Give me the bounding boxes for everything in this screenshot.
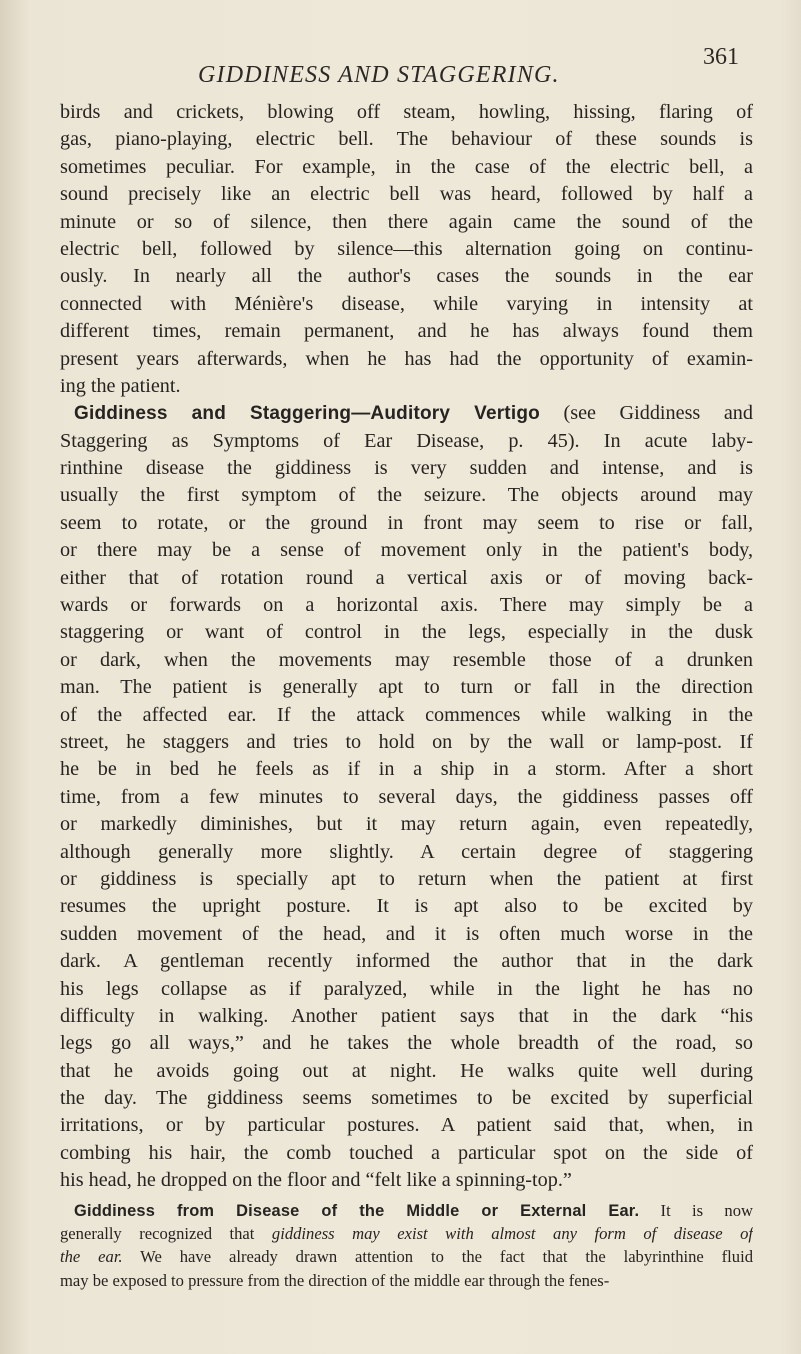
text-line: or giddiness is specially apt to return when the patient at first (60, 867, 753, 890)
text-line: usually the first symptom of the seizure. The objects around may (60, 484, 753, 507)
text-line: combing his hair, the comb touched a particular spot on the side of (60, 1141, 753, 1164)
section-heading: Giddiness from Disease of the Middle or External Ear. (74, 1201, 640, 1220)
text-line: rinthine disease the giddiness is very sudden and intense, and is (60, 457, 753, 480)
text-line: seem to rotate, or the ground in front may seem to rise or fall, (60, 511, 753, 534)
text-line: dark. A gentleman recently informed the author that in the dark (60, 950, 753, 973)
heading-tail-text: It is now (639, 1200, 753, 1220)
text-line (60, 1222, 753, 1245)
section-heading-line (60, 400, 753, 427)
paragraph-1 (60, 99, 753, 400)
heading-tail-text: (see Giddiness and (539, 402, 753, 425)
text-line: may be exposed to pressure from the direction of the middle ear through the fenes- (60, 1270, 610, 1290)
line-text: We have already drawn attention to the fact that the labyrinthine fluid (122, 1247, 753, 1267)
text-line: or dark, when the movements may resemble those of a drunken (60, 648, 753, 671)
line-text: generally recognized that (60, 1224, 272, 1244)
text-line: sudden movement of the head, and it is often much worse in the (60, 922, 753, 945)
text-line: resumes the upright posture. It is apt also to be excited by (60, 895, 753, 918)
text-line: minute or so of silence, then there again came the sound of the (60, 210, 753, 233)
text-line: legs go all ways,” and he takes the whole breadth of the road, so (60, 1032, 753, 1055)
section-heading: Giddiness and Staggering—Auditory Vertigo (74, 403, 540, 425)
text-line: street, he staggers and tries to hold on by the wall or lamp-post. If (60, 730, 753, 753)
text-line: either that of rotation round a vertical axis or of moving back- (60, 566, 753, 589)
text-line: sound precisely like an electric bell was heard, followed by half a (60, 183, 753, 206)
text-line: of the affected ear. If the attack commences while walking in the (60, 703, 753, 726)
text-line: ing the patient. (60, 374, 181, 397)
text-line: electric bell, followed by silence—this alternation going on continu- (60, 237, 753, 260)
text-line: staggering or want of control in the legs, especially in the dusk (60, 621, 753, 644)
emphasis-text: giddiness may exist with almost any form of disease of (271, 1224, 753, 1244)
text-line (60, 1245, 753, 1268)
text-line: birds and crickets, blowing off steam, howling, hissing, flaring of (60, 101, 753, 123)
text-line: sometimes peculiar. For example, in the case of the electric bell, a (60, 155, 753, 178)
text-line: gas, piano-playing, electric bell. The behaviour of these sounds is (60, 128, 753, 151)
text-line: present years afterwards, when he has had the opportunity of examin- (60, 347, 753, 370)
text-line: although generally more slightly. A certain degree of staggering (60, 840, 753, 863)
text-line: or markedly diminishes, but it may return again, even repeatedly, (60, 813, 753, 836)
text-line: time, from a few minutes to several days, the giddiness passes off (60, 785, 753, 808)
section-auditory-vertigo (60, 400, 753, 1194)
text-line: connected with Ménière's disease, while varying in intensity at (60, 292, 753, 315)
emphasis-text: the ear. (60, 1247, 123, 1267)
text-line: his legs collapse as if paralyzed, while in the light he has no (60, 977, 753, 1000)
text-line: the day. The giddiness seems sometimes to be excited by superficial (60, 1087, 753, 1110)
running-title: GIDDINESS AND STAGGERING. (198, 62, 560, 88)
section-middle-ear (60, 1199, 753, 1293)
text-line: or there may be a sense of movement only in the patient's body, (60, 539, 753, 562)
page-number: 361 (703, 44, 739, 70)
text-line: Staggering as Symptoms of Ear Disease, p. 45). In acute laby- (60, 429, 753, 452)
text-line: different times, remain permanent, and he has always found them (60, 320, 753, 343)
text-line: ously. In nearly all the author's cases the sounds in the ear (60, 265, 753, 288)
text-line: irritations, or by particular postures. A patient said that, when, in (60, 1114, 753, 1137)
body-text (60, 99, 753, 1292)
section-heading-line (60, 1199, 753, 1222)
text-line: man. The patient is generally apt to turn or fall in the direction (60, 676, 753, 699)
text-line: his head, he dropped on the floor and “felt like a spinning-top.” (60, 1169, 572, 1192)
text-line: that he avoids going out at night. He walks quite well during (60, 1059, 753, 1082)
text-line: he be in bed he feels as if in a ship in a storm. After a short (60, 758, 753, 781)
text-line: wards or forwards on a horizontal axis. There may simply be a (60, 594, 753, 617)
text-line: difficulty in walking. Another patient says that in the dark “his (60, 1004, 753, 1027)
